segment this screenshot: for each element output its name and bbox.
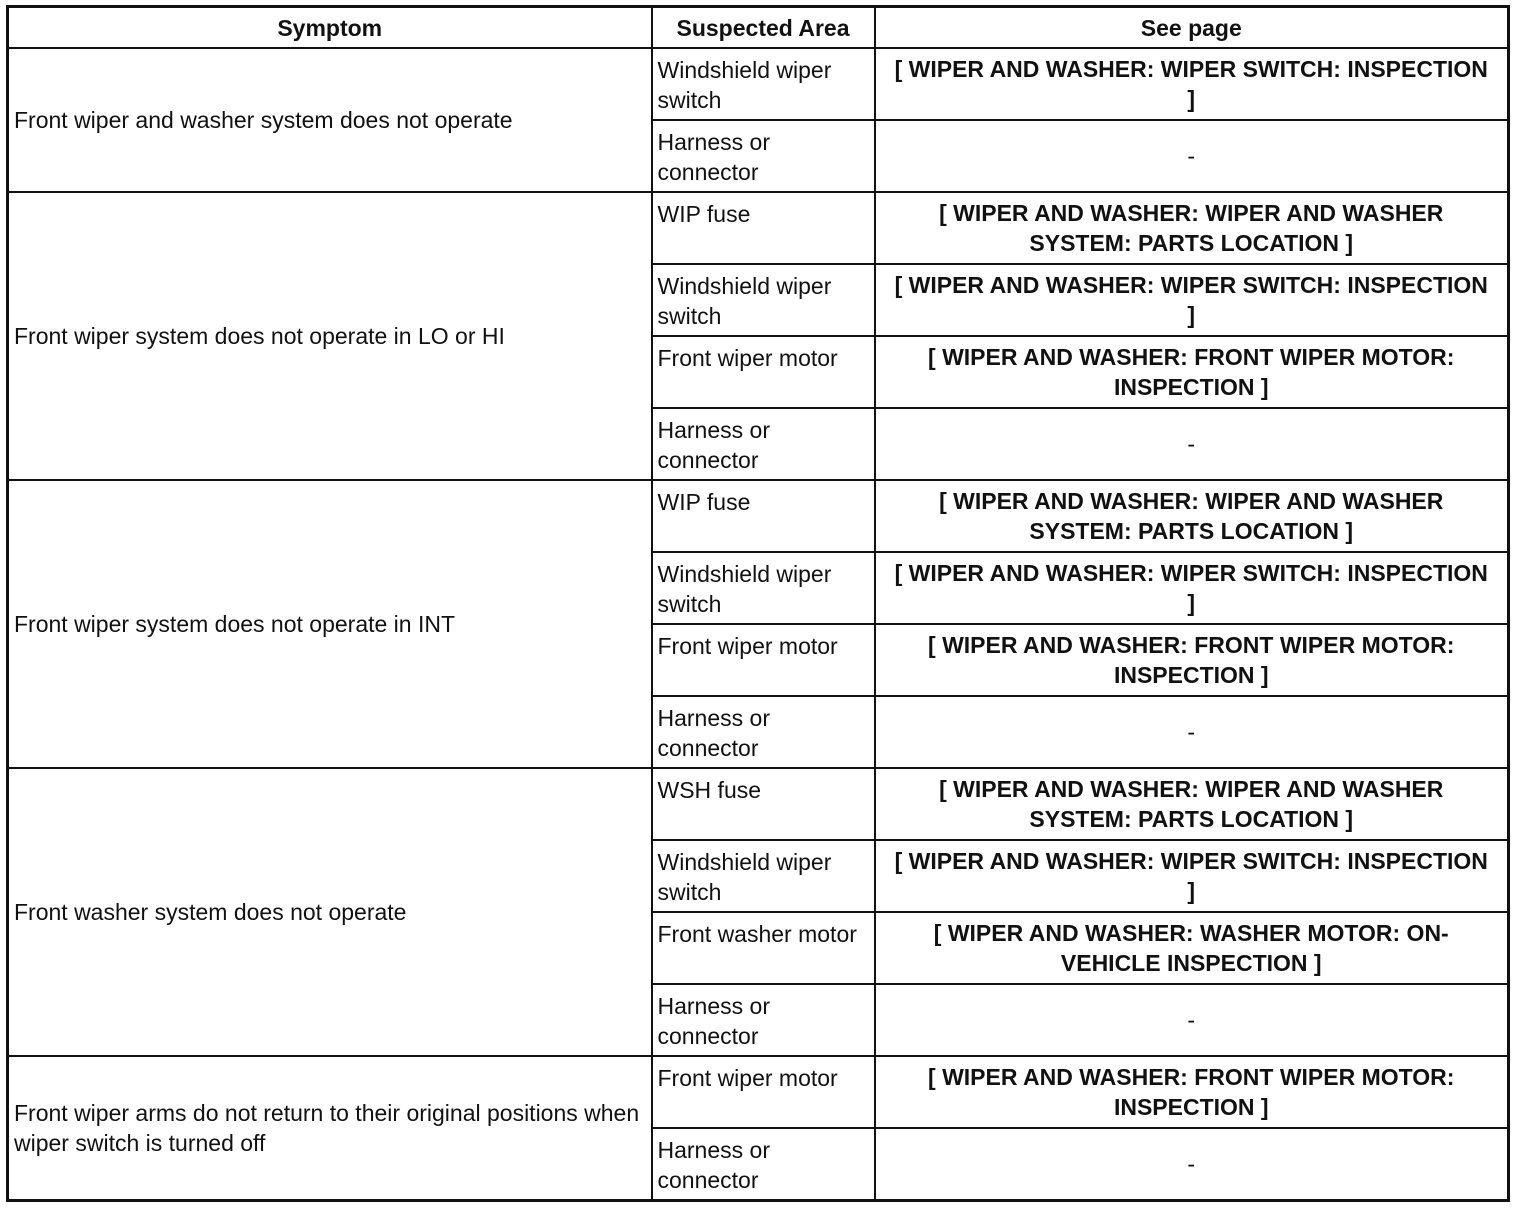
suspected-area-cell: Harness or connector [652,1128,875,1200]
suspected-area-cell: Front wiper motor [652,624,875,696]
table-row [8,1056,1509,1128]
see-page-cell: - [875,120,1509,192]
suspected-area-cell: Windshield wiper switch [652,48,875,120]
see-page-cell: [ WIPER AND WASHER: WIPER SWITCH: INSPECTION ] [875,264,1509,336]
see-page-cell: [ WIPER AND WASHER: WIPER AND WASHER SYSTEM: PARTS LOCATION ] [875,192,1509,264]
see-page-cell: [ WIPER AND WASHER: FRONT WIPER MOTOR: INSPECTION ] [875,1056,1509,1128]
header-see-page: See page [875,7,1509,49]
see-page-cell: - [875,1128,1509,1200]
suspected-area-cell: Front wiper motor [652,336,875,408]
suspected-area-cell: Windshield wiper switch [652,840,875,912]
see-page-cell: [ WIPER AND WASHER: WIPER SWITCH: INSPECTION ] [875,840,1509,912]
header-symptom: Symptom [8,7,652,49]
header-row [8,7,1509,49]
symptom-cell: Front wiper arms do not return to their original positions when wiper switch is turned off [8,1056,652,1200]
suspected-area-cell: Front wiper motor [652,1056,875,1128]
table-row [8,192,1509,264]
see-page-cell: [ WIPER AND WASHER: WIPER AND WASHER SYSTEM: PARTS LOCATION ] [875,768,1509,840]
see-page-cell: - [875,696,1509,768]
suspected-area-cell: Harness or connector [652,696,875,768]
suspected-area-cell: Harness or connector [652,120,875,192]
suspected-area-cell: Front washer motor [652,912,875,984]
symptom-cell: Front wiper and washer system does not operate [8,48,652,192]
see-page-cell: - [875,408,1509,480]
see-page-cell: [ WIPER AND WASHER: FRONT WIPER MOTOR: INSPECTION ] [875,624,1509,696]
see-page-cell: [ WIPER AND WASHER: WIPER AND WASHER SYSTEM: PARTS LOCATION ] [875,480,1509,552]
suspected-area-cell: Harness or connector [652,408,875,480]
table-row [8,768,1509,840]
table-row [8,480,1509,552]
see-page-cell: [ WIPER AND WASHER: WIPER SWITCH: INSPECTION ] [875,552,1509,624]
table-row [8,48,1509,120]
suspected-area-cell: Harness or connector [652,984,875,1056]
see-page-cell: [ WIPER AND WASHER: WIPER SWITCH: INSPECTION ] [875,48,1509,120]
symptom-cell: Front wiper system does not operate in INT [8,480,652,768]
symptom-cell: Front wiper system does not operate in LO or HI [8,192,652,480]
table-header [8,7,1509,49]
suspected-area-cell: Windshield wiper switch [652,264,875,336]
suspected-area-cell: Windshield wiper switch [652,552,875,624]
suspected-area-cell: WIP fuse [652,192,875,264]
symptom-cell: Front washer system does not operate [8,768,652,1056]
header-suspected-area: Suspected Area [652,7,875,49]
see-page-cell: - [875,984,1509,1056]
table-body [8,48,1509,1200]
symptom-table [6,5,1510,1202]
suspected-area-cell: WSH fuse [652,768,875,840]
suspected-area-cell: WIP fuse [652,480,875,552]
see-page-cell: [ WIPER AND WASHER: FRONT WIPER MOTOR: INSPECTION ] [875,336,1509,408]
see-page-cell: [ WIPER AND WASHER: WASHER MOTOR: ON-VEHICLE INSPECTION ] [875,912,1509,984]
